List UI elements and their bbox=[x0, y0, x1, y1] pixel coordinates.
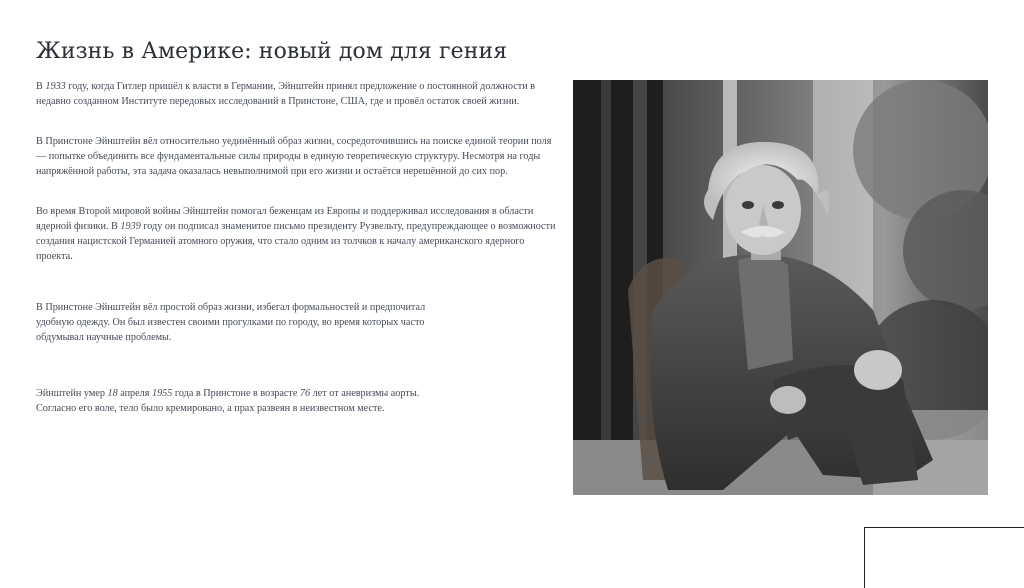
paragraph-number-run: 1955 bbox=[151, 388, 173, 399]
paragraph-3 bbox=[36, 204, 556, 264]
paragraph-text-run: году, когда Гитлер пришёл к власти в Германии, Эйнштейн принял предложение о постоянной должности в недавно созданном Институте передовых исследований в Принстоне, США, где и провёл остаток своей жизни. bbox=[36, 81, 536, 107]
einstein-porch-photo bbox=[573, 80, 988, 495]
paragraph-number-run: 76 bbox=[299, 388, 311, 399]
paragraph-text-run: Во время Второй мировой войны Эйнштейн помогал беженцам из Европы и поддерживал исследования в области ядерной физики. В bbox=[36, 206, 534, 232]
paragraph-text-run: году он подписал знаменитое письмо президенту Рузвельту, предупреждающее о возможности создания нацистской Германией атомного оружия, что стало одним из толчков к началу американского ядерного проекта. bbox=[36, 221, 556, 262]
corner-frame bbox=[864, 527, 1024, 588]
paragraph-number-run: 1939 bbox=[120, 221, 141, 232]
paragraph-text-run: лет от аневризмы аорты. Согласно его воле, тело было кремировано, а прах развеян в неизвестном месте. bbox=[36, 388, 420, 414]
paragraph-2 bbox=[36, 134, 556, 179]
paragraph-text-run: апреля bbox=[117, 388, 152, 399]
paragraph-number-run: 18 bbox=[107, 388, 118, 399]
paragraph-text-run: В Принстоне Эйнштейн вёл относительно уединённый образ жизни, сосредоточившись на поиске единой теории поля — попытке объединить все фундаментальные силы природы в единую теоретическую структуру. Несмотря на годы напряжённой работы, эта задача оказалась невыполнимой при его жизни и остаётся нерешённой до сих пор. bbox=[36, 136, 552, 177]
paragraph-4 bbox=[36, 300, 456, 345]
paragraph-text-run: В bbox=[36, 81, 46, 92]
paragraph-text-run: В Принстоне Эйнштейн вёл простой образ жизни, избегал формальностей и предпочитал удобную одежду. Он был известен своими прогулками по городу, во время которых часто обдумывал научные проблемы. bbox=[36, 302, 426, 343]
slide-title: Жизнь в Америке: новый дом для гения bbox=[36, 38, 508, 64]
paragraph-5 bbox=[36, 386, 456, 416]
paragraph-1 bbox=[36, 79, 556, 109]
paragraph-number-run: 1933 bbox=[45, 81, 66, 92]
paragraph-text-run: Эйнштейн умер bbox=[36, 388, 108, 399]
paragraph-text-run: года в Принстоне в возрасте bbox=[172, 388, 300, 399]
